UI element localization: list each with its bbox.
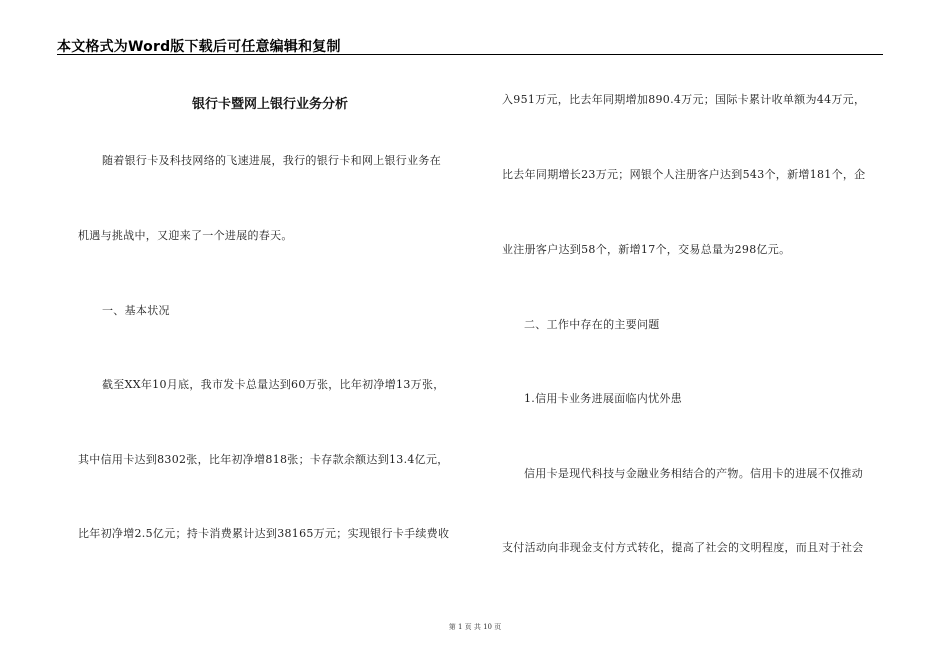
paragraph-line: 截至XX年10月底，我市发卡总量达到60万张，比年初净增13万张， bbox=[102, 378, 445, 391]
section-heading: 二、工作中存在的主要问题 bbox=[524, 318, 660, 331]
paragraph-line: 业注册客户达到58个，新增17个，交易总量为298亿元。 bbox=[502, 243, 791, 256]
subsection-heading: 1.信用卡业务进展面临内忧外患 bbox=[524, 392, 682, 405]
paragraph-line: 随着银行卡及科技网络的飞速进展，我行的银行卡和网上银行业务在 bbox=[102, 154, 441, 167]
paragraph-line: 其中信用卡达到8302张，比年初净增818张；卡存款余额达到13.4亿元， bbox=[78, 453, 449, 466]
paragraph-line: 比去年同期增长23万元；网银个人注册客户达到543个，新增181个，企 bbox=[502, 168, 866, 181]
page-indicator: 第 1 页 共 10 页 bbox=[448, 623, 502, 631]
paragraph-line: 支付活动向非现金支付方式转化，提高了社会的文明程度，而且对于社会 bbox=[502, 541, 864, 554]
paragraph-line: 比年初净增2.5亿元；持卡消费累计达到38165万元；实现银行卡手续费收 bbox=[78, 527, 450, 540]
paragraph-line: 信用卡是现代科技与金融业务相结合的产物。信用卡的进展不仅推动 bbox=[524, 467, 863, 480]
header-divider bbox=[57, 54, 883, 55]
document-header-note: 本文格式为Word版下载后可任意编辑和复制 bbox=[57, 39, 341, 55]
section-heading: 一、基本状况 bbox=[102, 304, 170, 317]
paragraph-line: 入951万元，比去年同期增加890.4万元；国际卡累计收单额为44万元， bbox=[502, 93, 866, 106]
document-title: 银行卡暨网上银行业务分析 bbox=[191, 97, 348, 112]
paragraph-line: 机遇与挑战中，又迎来了一个进展的春天。 bbox=[78, 229, 293, 242]
